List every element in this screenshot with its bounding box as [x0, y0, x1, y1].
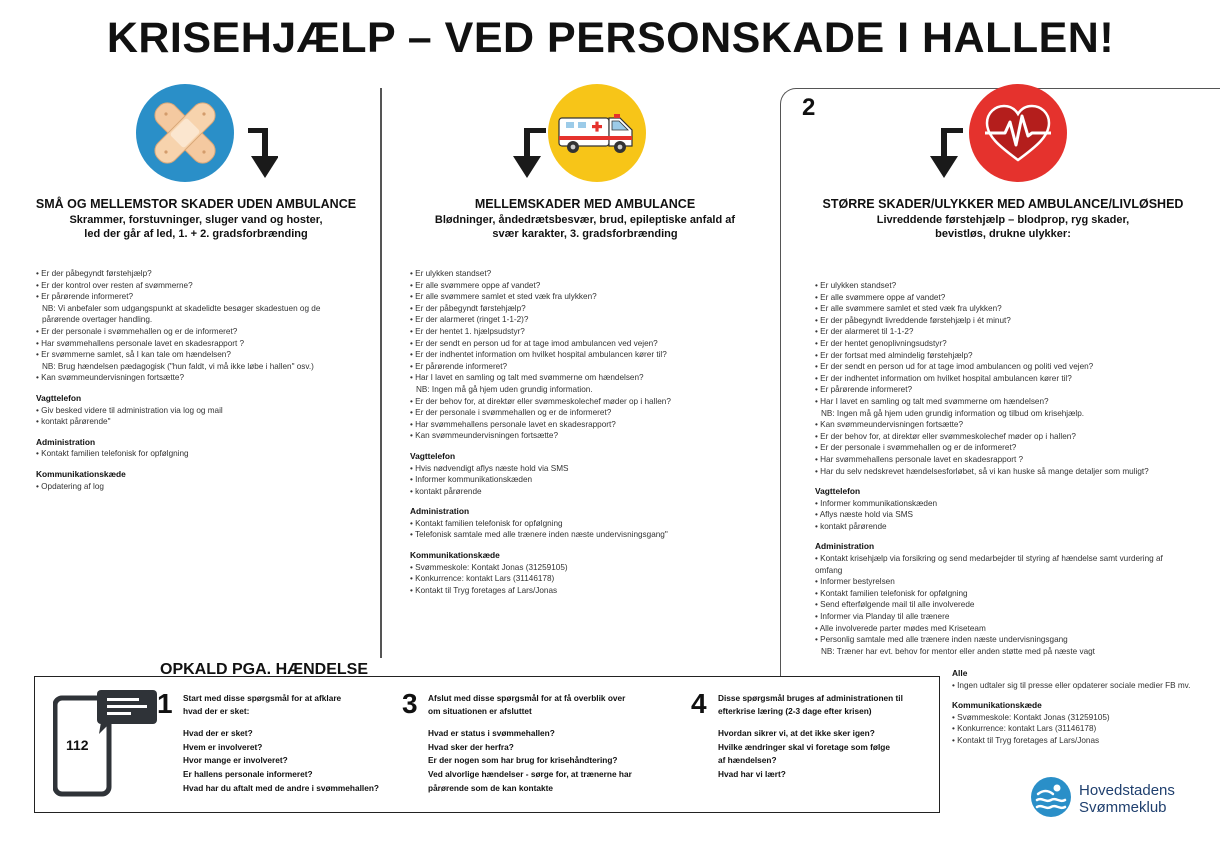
list-item: • kontakt pårørende: [815, 521, 887, 531]
section-heading: Kommunikationskæde: [36, 468, 126, 479]
list-item: • Har du selv nedskrevet hændelsesforløbet, så vi kan huske så mange detaljer som muligt?: [815, 466, 1149, 476]
list-item: • Kontakt til Tryg foretages af Lars/Jonas: [410, 585, 558, 595]
question: af hændelsen?: [718, 755, 777, 766]
list-item: • Svømmeskole: Kontakt Jonas (31259105): [410, 562, 568, 572]
list-item: • Er der indhentet information om hvilket hospital ambulancen kører til?: [815, 373, 1072, 383]
heart-pulse-icon: [969, 84, 1067, 182]
list-item: • Kan svømmeundervisningen fortsætte?: [410, 431, 559, 441]
list-note: NB: Træner har evt. behov for mentor eller anden støtte med på næste vagt: [821, 646, 1095, 656]
list-item: • Konkurrence: kontakt Lars (31146178): [410, 574, 555, 584]
list-item: • Er ulykken standset?: [410, 269, 492, 278]
question: Hvem er involveret?: [183, 741, 263, 752]
section-heading: Vagttelefon: [36, 392, 82, 403]
list-item: • Personlig samtale med alle trænere inden næste undervisningsgang: [815, 635, 1068, 645]
list-item: • Er pårørende informeret?: [815, 385, 913, 395]
list-item: • Informer kommunikationskæden: [410, 475, 533, 485]
list-item: • Er ulykken standset?: [815, 281, 897, 290]
list-item: • Er der behov for, at direktør eller svømmeskolechef møder op i hallen?: [410, 396, 671, 406]
list-item: • kontakt pårørende: [410, 486, 482, 496]
list-item: • Er der hentet 1. hjælpsudstyr?: [410, 326, 525, 336]
col2-list: [410, 268, 775, 596]
list-item: • Er alle svømmere samlet et sted væk fra ulykken?: [410, 292, 597, 302]
list-item: • Kontakt krisehjælp via forsikring og send medarbejder til styring af hændelse samt vurdering af: [815, 554, 1163, 564]
step-number: 3: [402, 688, 418, 719]
list-item: • Kontakt familien telefonisk for opfølgning: [410, 518, 563, 528]
phone-number: 112: [66, 737, 89, 753]
col3-sub1: Livreddende førstehjælp – blodprop, ryg skader,: [876, 214, 1130, 226]
list-item: • Har svømmehallens personale lavet en skadesrapport ?: [36, 338, 245, 348]
list-note: NB: Vi anbefaler som udgangspunkt at skadelidte besøger skadestuen og de: [42, 303, 321, 313]
down-arrow-icon: [929, 128, 965, 180]
list-item: • Aflys næste hold via SMS: [815, 510, 913, 520]
list-item: • Ingen udtaler sig til presse eller opdaterer sociale medier FB mv.: [952, 680, 1191, 690]
step-heading: Disse spørgsmål bruges af administrationen til: [718, 693, 903, 703]
list-item: • Har svømmehallens personale lavet en skadesrapport?: [410, 419, 616, 429]
list-item: • Informer kommunikationskæden: [815, 498, 938, 508]
col2-sub1: Blødninger, åndedrætsbesvær, brud, epileptiske anfald af: [434, 214, 736, 226]
page-title: KRISEHJÆLP – VED PERSONSKADE I HALLEN!: [106, 14, 1115, 62]
list-item: • Er alle svømmere oppe af vandet?: [410, 280, 541, 290]
col1-list: [36, 268, 376, 492]
list-item: • Er der alarmeret (ringet 1-1-2)?: [410, 315, 529, 325]
down-arrow-icon: [244, 128, 278, 180]
list-item: • Er der personale i svømmehallen og er de informeret?: [815, 443, 1017, 453]
list-item: • Kan svømmeundervisningen fortsætte?: [36, 373, 185, 383]
ambulance-icon: [548, 84, 646, 182]
col3-sub2: bevistløs, drukne ulykker:: [935, 228, 1071, 240]
step-heading: Afslut med disse spørgsmål for at få overblik over: [428, 693, 626, 703]
section-heading: Administration: [410, 506, 470, 517]
step-heading: hvad der er sket:: [183, 706, 250, 716]
col2-heading: MELLEMSKADER MED AMBULANCE: [474, 197, 696, 211]
col3-bottom-list: [952, 668, 1212, 747]
list-item: • Er der fortsat med almindelig førstehjælp?: [815, 350, 973, 360]
list-item: • Er der indhentet information om hvilket hospital ambulancen kører til?: [410, 350, 667, 360]
step-heading: efterkrise læring (2-3 dage efter krisen): [718, 706, 872, 716]
section-heading: Vagttelefon: [815, 486, 861, 497]
col1-sub2: led der går af led, 1. + 2. gradsforbrænding: [84, 228, 308, 240]
list-item: • Informer via Planday til alle trænere: [815, 612, 950, 622]
question: Ved alvorlige hændelser - sørge for, at trænerne har: [428, 769, 632, 780]
question: Er hallens personale informeret?: [183, 769, 313, 780]
col2-sub2: svær karakter, 3. gradsforbrænding: [492, 228, 678, 240]
step-questions: [183, 727, 379, 796]
list-item: • Telefonisk samtale med alle trænere inden næste undervisningsgang": [410, 530, 668, 540]
section-heading: Administration: [815, 541, 875, 552]
logo-text-line2: Svømmeklub: [1079, 799, 1167, 816]
question: Hvad der er sket?: [183, 728, 253, 738]
step-number: 1: [157, 688, 173, 719]
question: Hvad er status i svømmehallen?: [428, 728, 555, 738]
list-item: • Kontakt til Tryg foretages af Lars/Jonas: [952, 735, 1100, 745]
list-item: • Er der kontrol over resten af svømmerne?: [36, 280, 193, 290]
list-item: • Er pårørende informeret?: [410, 361, 508, 371]
list-item: • Er der personale i svømmehallen og er de informeret?: [410, 408, 612, 418]
list-item: • Er svømmerne samlet, så I kan tale om hændelsen?: [36, 350, 231, 360]
list-item: • Informer bestyrelsen: [815, 577, 895, 587]
step-heading: om situationen er afsluttet: [428, 706, 532, 716]
swimmer-logo-icon: [1031, 777, 1071, 817]
list-item: • Er der alarmeret til 1-1-2?: [815, 327, 914, 337]
step-heading: Start med disse spørgsmål for at afklare: [183, 693, 342, 703]
list-note: NB: Ingen må gå hjem uden grundig information og tilbud om krisehjælp.: [821, 408, 1085, 418]
list-item: • Er alle svømmere oppe af vandet?: [815, 292, 946, 302]
question: pårørende som de kan kontakte: [428, 782, 553, 793]
list-note: NB: Brug hændelsen pædagogisk ("hun faldt, vi må ikke løbe i hallen" osv.): [42, 361, 314, 371]
list-item: • Konkurrence: kontakt Lars (31146178): [952, 724, 1097, 734]
logo-text-line1: Hovedstadens: [1079, 782, 1175, 799]
list-item: • Har I lavet en samling og talt med svømmerne om hændelsen?: [815, 396, 1049, 406]
step-questions: [428, 727, 632, 796]
list-item: omfang: [815, 565, 843, 575]
down-arrow-icon: [512, 128, 548, 180]
list-item: • Giv besked videre til administration via log og mail: [36, 405, 223, 415]
list-item: • Har svømmehallens personale lavet en skadesrapport ?: [815, 454, 1024, 464]
col1-sub1: Skrammer, forstuvninger, sluger vand og hoster,: [69, 214, 323, 226]
list-item: • Er der påbegyndt førstehjælp?: [410, 303, 526, 313]
question: Hvad har vi lært?: [718, 769, 786, 780]
list-item: • Er der personale i svømmehallen og er de informeret?: [36, 326, 238, 336]
list-item: • Kan svømmeundervisningen fortsætte?: [815, 420, 964, 430]
list-item: • Svømmeskole: Kontakt Jonas (31259105): [952, 712, 1110, 722]
question: Hvilke ændringer skal vi foretage som følge: [718, 741, 890, 752]
list-note: NB: Ingen må gå hjem uden grundig information.: [416, 384, 593, 394]
section-heading: Kommunikationskæde: [952, 700, 1042, 711]
section-heading: Kommunikationskæde: [410, 550, 500, 561]
opkald-title: OPKALD PGA. HÆNDELSE: [160, 661, 369, 678]
list-item: • Hvis nødvendigt aflys næste hold via SMS: [410, 463, 569, 473]
col3-list: [815, 280, 1215, 657]
list-item: • kontakt pårørende": [36, 417, 111, 427]
step-questions: [718, 727, 890, 782]
column-divider-left: [380, 88, 382, 658]
section-heading: Alle: [952, 668, 968, 678]
list-item: • Alle involverede parter mødes med Kriseteam: [815, 623, 986, 633]
bandage-icon: [136, 84, 234, 182]
list-item: • Send efterfølgende mail til alle involverede: [815, 600, 975, 610]
list-item: • Er der sendt en person ud for at tage imod ambulancen og politi ved vejen?: [815, 362, 1094, 372]
question: Er der nogen som har brug for krisehåndtering?: [428, 755, 618, 766]
col3-heading: STØRRE SKADER/ULYKKER MED AMBULANCE/LIVLØSHED: [822, 197, 1184, 211]
list-item: • Er der sendt en person ud for at tage imod ambulancen ved vejen?: [410, 338, 658, 348]
list-item: • Er der behov for, at direktør eller svømmeskolechef møder op i hallen?: [815, 431, 1076, 441]
list-item: • Kontakt familien telefonisk for opfølgning: [815, 588, 968, 598]
question: Hvordan sikrer vi, at det ikke sker igen?: [718, 728, 875, 738]
section-heading: Vagttelefon: [410, 450, 456, 461]
list-item: • Er der påbegyndt livreddende førstehjælp i ét minut?: [815, 315, 1011, 325]
list-item: • Er der påbegyndt førstehjælp?: [36, 269, 152, 278]
list-item: • Er der hentet genoplivningsudstyr?: [815, 338, 947, 348]
col1-heading: SMÅ OG MELLEMSTOR SKADER UDEN AMBULANCE: [35, 197, 357, 211]
list-item: • Har I lavet en samling og talt med svømmerne om hændelsen?: [410, 373, 644, 383]
question: Hvad har du aftalt med de andre i svømmehallen?: [183, 782, 379, 793]
section-heading: Administration: [36, 436, 96, 447]
list-item: • Er alle svømmere samlet et sted væk fra ulykken?: [815, 304, 1002, 314]
step-number: 4: [691, 688, 707, 719]
list-item: • Opdatering af log: [36, 481, 104, 491]
step-badge: 2: [802, 94, 816, 121]
question: Hvad sker der herfra?: [428, 741, 514, 752]
list-item: • Er pårørende informeret?: [36, 292, 134, 302]
list-item: • Kontakt familien telefonisk for opfølgning: [36, 449, 189, 459]
question: Hvor mange er involveret?: [183, 755, 288, 766]
list-note: pårørende overtager handling.: [42, 315, 153, 325]
